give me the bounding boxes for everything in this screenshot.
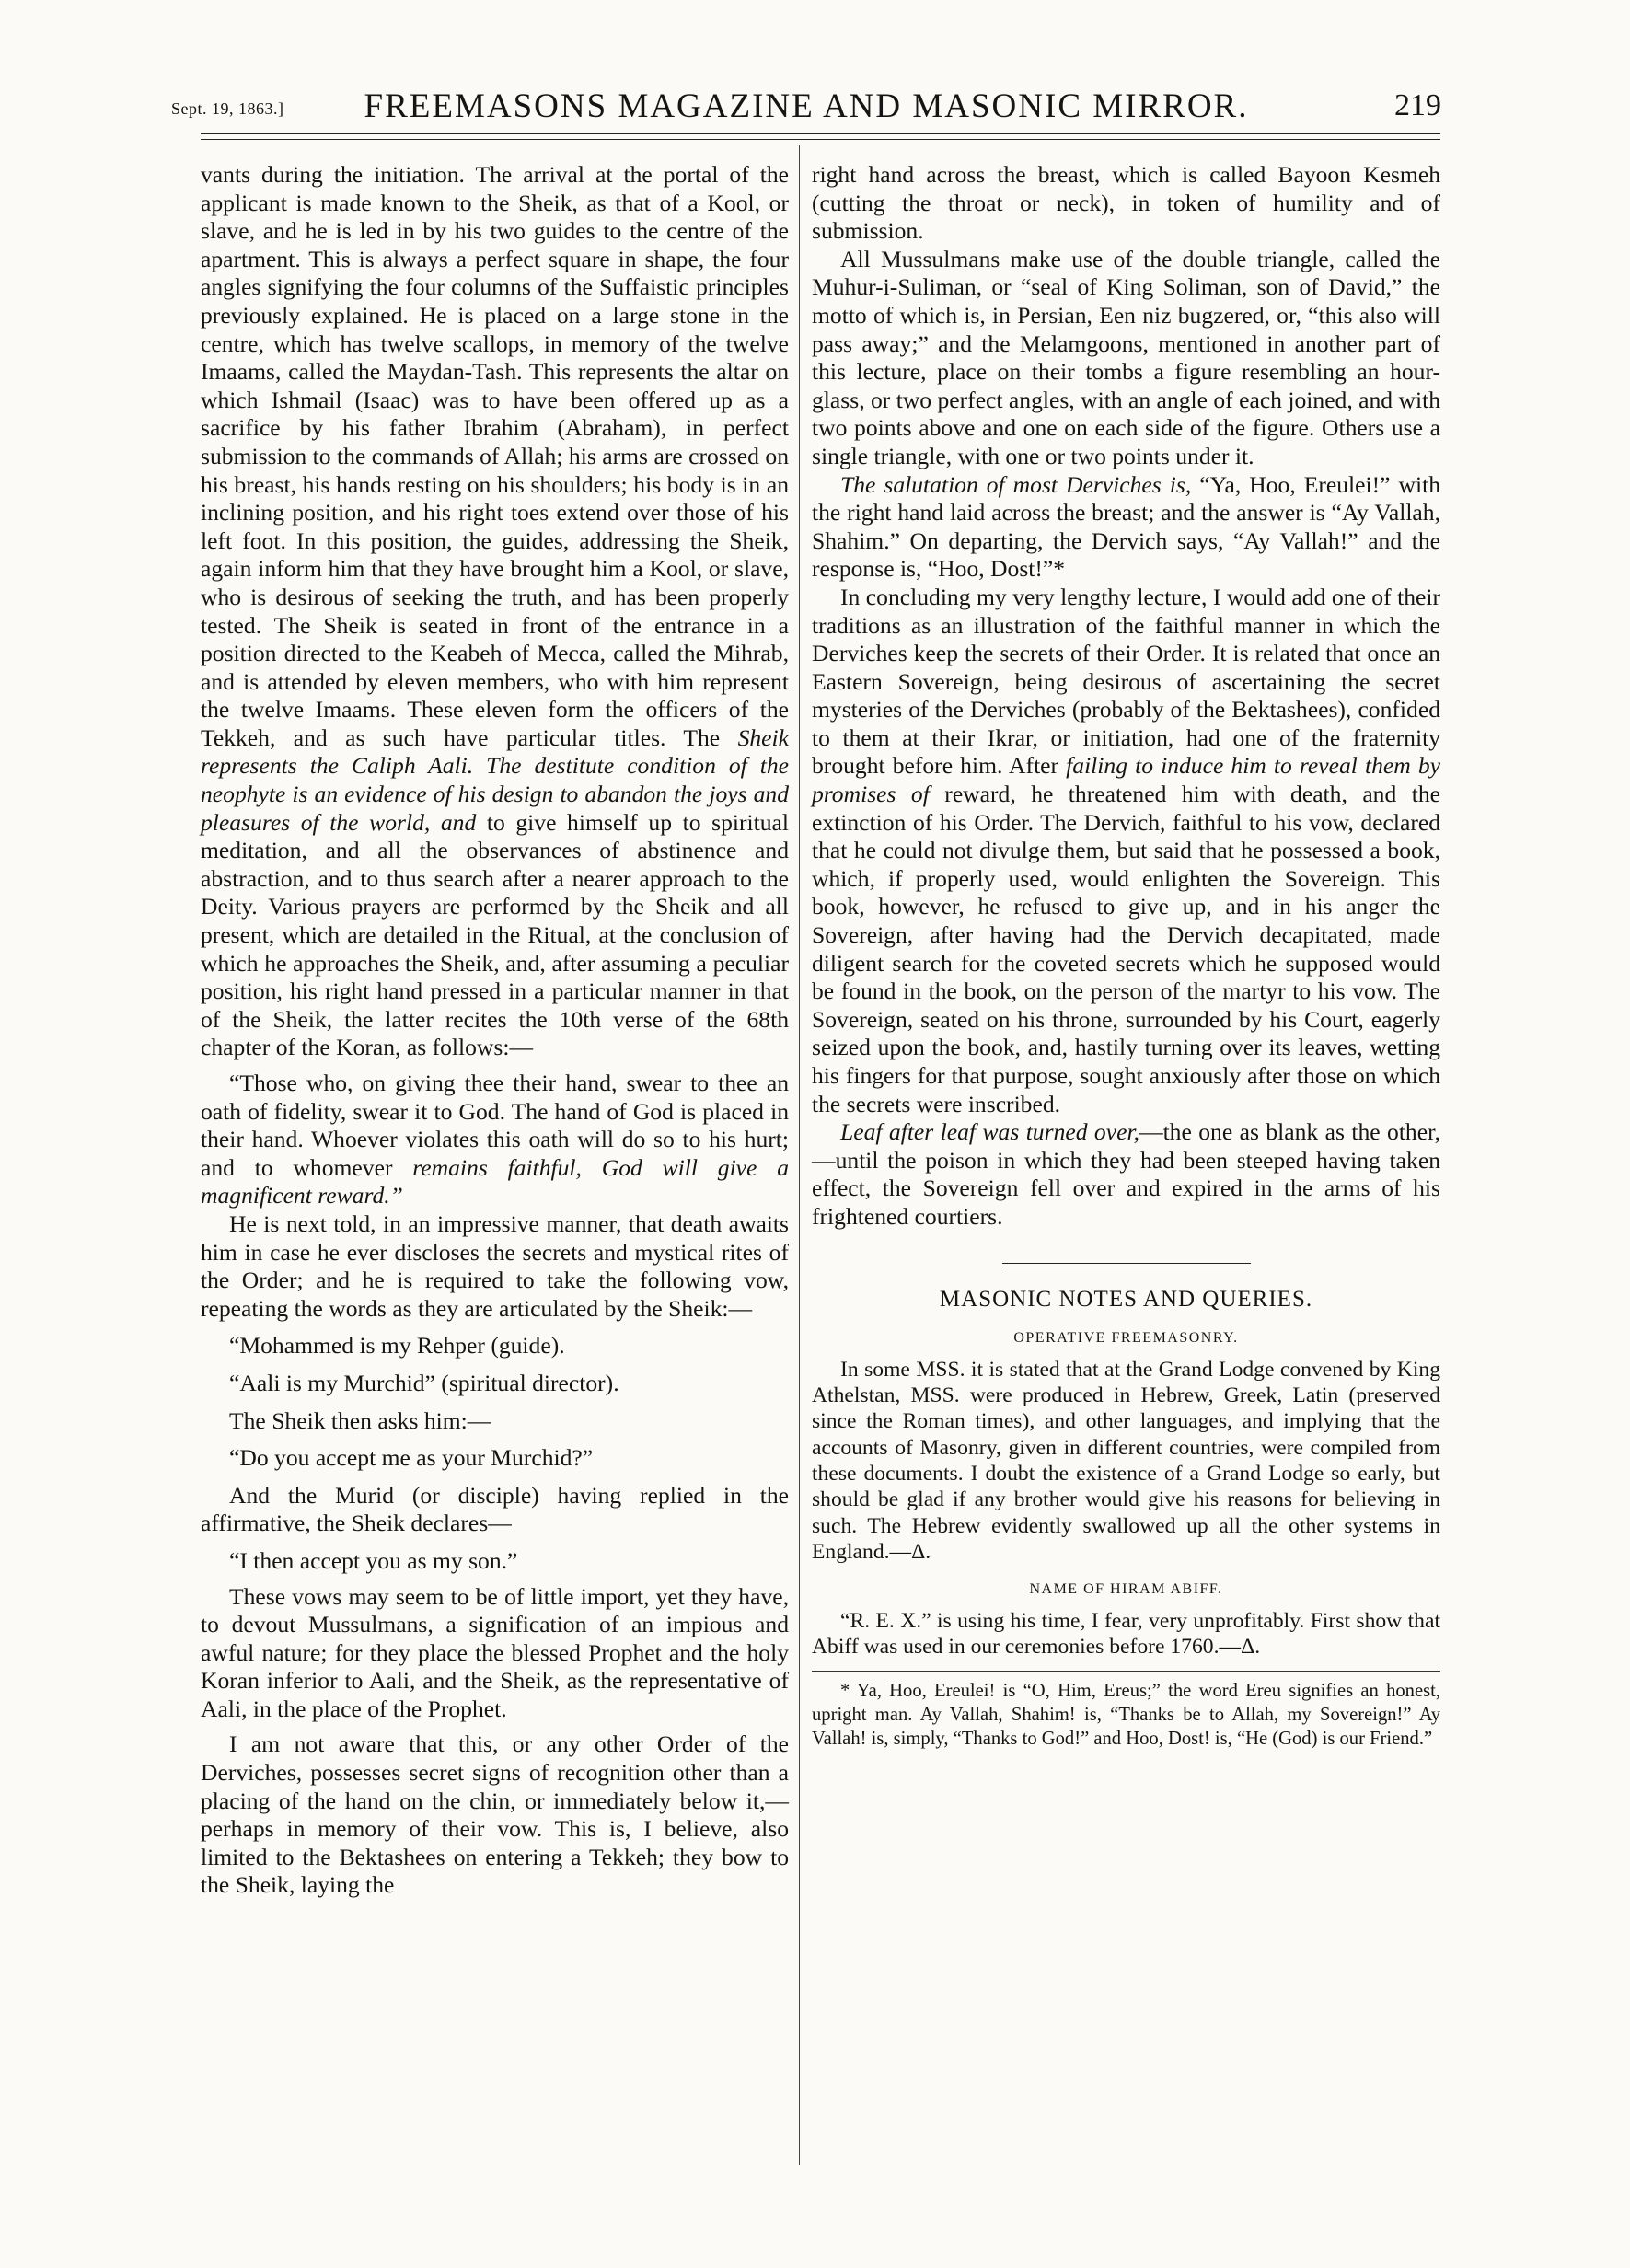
issue-date: Sept. 19, 1863.]: [171, 99, 284, 118]
paragraph: He is next told, in an impressive manner, that death awaits him in case he ever discloses the secrets and mystical rites of the Order; and he is required to take the following vow, repeating the words as they are articulated by the Sheik:—: [201, 1209, 789, 1322]
header-rule: [201, 133, 1440, 134]
page-number: 219: [1394, 88, 1441, 122]
vow-line: “I then accept you as my son.”: [229, 1546, 518, 1574]
column-divider: [799, 145, 800, 2165]
koran-quote: “Those who, on giving thee their hand, swear to thee an oath of fidelity, swear it to God. The hand of God is placed in their hand. Whoever violates this oath will do so to his hurt; and to whomever remains faithful, God will give a magnificent reward.”: [201, 1070, 789, 1209]
paragraph: The salutation of most Derviches is, “Ya, Hoo, Ereulei!” with the right hand laid across the breast; and the answer is “Ay Vallah, Shahim.” On departing, the Dervich says, “Ay Vallah!” and the response is, “Hoo, Dost!”*: [812, 470, 1440, 583]
footnote: * Ya, Hoo, Ereulei! is “O, Him, Ereus;” the word Ereu signifies an honest, upright man. Ay Vallah, Shahim! is, “Thanks be to Allah, my Sovereign!” Ay Vallah! is, simply, “Thanks to God!” and Hoo, Dost! is, “He (God) is our Friend.”: [812, 1681, 1440, 1750]
vow-line: “Mohammed is my Rehper (guide).: [229, 1332, 565, 1360]
header-rule-thin: [201, 139, 1440, 140]
query: “R. E. X.” is using his time, I fear, very unprofitably. First show that Abiff was used in our ceremonies before 1760.—Δ.: [812, 1608, 1440, 1660]
right-column: [812, 161, 1440, 1751]
paragraph: right hand across the breast, which is called Bayoon Kesmeh (cutting the throat or neck), in token of humility and of submission.: [812, 161, 1440, 245]
page-header: [171, 72, 1441, 127]
sub-title: OPERATIVE FREEMASONRY.: [1013, 1330, 1239, 1347]
masthead-title: FREEMASONS MAGAZINE AND MASONIC MIRROR.: [364, 87, 1249, 125]
paragraph: Leaf after leaf was turned over,—the one as blank as the other,—until the poison in which they had been steeped having taken effect, the Sovereign fell over and expired in the arms of his frightened courtiers.: [812, 1118, 1440, 1230]
paragraph: In concluding my very lengthy lecture, I would add one of their traditions as an illustration of the faithful manner in which the Derviches keep the secrets of their Order. It is related that once an Eastern Sovereign, being desirous of ascertaining the secret mysteries of the Derviches (probably of the Bektashees), confided to them at their Ikrar, or initiation, had one of the fraternity brought before him. After failing to induce him to reveal them by promises of reward, he threatened him with death, and the extinction of his Order. The Dervich, faithful to his vow, declared that he could not divulge them, but said that he possessed a book, which, if properly used, would enlighten the Sovereign. This book, however, he refused to give up, and in his anger the Sovereign, after having had the Dervich decapitated, made diligent search for the coveted secrets which he supposed would be found in the book, on the person of the martyr to his vow. The Sovereign, seated on his throne, surrounded by his Court, eagerly seized upon the book, and, hastily turning over its leaves, wetting his fingers for that purpose, sought anxiously after those on which the secrets were inscribed.: [812, 583, 1440, 1117]
paragraph: I am not aware that this, or any other Order of the Derviches, possesses secret signs of recognition other than a placing of the hand on the chin, or immediately below it,—perhaps in memory of their vow. This is, I believe, also limited to the Bektashees on entering a Tekkeh; they bow to the Sheik, laying the: [201, 1730, 789, 1899]
paragraph: These vows may seem to be of little import, yet they have, to devout Mussulmans, a signification of an impious and awful nature; for they place the blessed Prophet and the holy Koran inferior to Aali, and the Sheik, as the representative of Aali, in the place of the Prophet.: [201, 1582, 789, 1722]
left-column: [201, 161, 789, 1900]
query: In some MSS. it is stated that at the Grand Lodge convened by King Athelstan, MSS. were produced in Hebrew, Greek, Latin (preserved since the Roman times), and other languages, and implying that the accounts of Masonry, given in different countries, were compiled from these documents. I doubt the existence of a Grand Lodge so early, but should be glad if any brother would give his reasons for believing in such. The Hebrew evidently swallowed up all the other systems in England.—Δ.: [812, 1357, 1440, 1564]
footnote-rule: [812, 1671, 1440, 1672]
paragraph: vants during the initiation. The arrival at the portal of the applicant is made known to the Sheik, as that of a Kool, or slave, and he is led in by his two guides to the centre of the apartment. This is always a perfect square in shape, the four angles signifying the four columns of the Suffaistic principles previously explained. He is placed on a large stone in the centre, which has twelve scallops, in memory of the twelve Imaams, called the Maydan-Tash. This represents the altar on which Ishmail (Isaac) was to have been offered up as a sacrifice by his father Ibrahim (Abraham), in perfect submission to the commands of Allah; his arms are crossed on his breast, his hands resting on his shoulders; his body is in an inclining position, and his right toes extend over those of his left foot. In this position, the guides, addressing the Sheik, again inform him that they have brought him a Kool, or slave, who is desirous of seeking the truth, and has been properly tested. The Sheik is seated in front of the entrance in a position directed to the Keabeh of Mecca, called the Mihrab, and is attended by eleven members, who with him represent the twelve Imaams. These eleven form the officers of the Tekkeh, and as such have particular titles. The Sheik represents the Caliph Aali. The destitute condition of the neophyte is an evidence of his design to abandon the joys and pleasures of the world, and to give himself up to spiritual meditation, and all the observances of abstinence and abstraction, and to thus search after a nearer approach to the Deity. Various prayers are performed by the Sheik and all present, which are detailed in the Ritual, at the conclusion of which he approaches the Sheik, and, after assuming a peculiar position, his right hand pressed in a particular manner in that of the Sheik, the latter recites the 10th verse of the 68th chapter of the Koran, as follows:—: [201, 161, 790, 1061]
paragraph: And the Murid (or disciple) having replied in the affirmative, the Sheik declares—: [201, 1481, 789, 1537]
vow-line: “Aali is my Murchid” (spiritual director).: [229, 1369, 619, 1396]
paragraph: The Sheik then asks him:—: [229, 1406, 491, 1434]
paragraph: All Mussulmans make use of the double triangle, called the Muhur-i-Suliman, or “seal of King Soliman, son of David,” the motto of which is, in Persian, Een niz bugzered, or, “this also will pass away;” and the Melamgoons, mentioned in another part of this lecture, place on their tombs a figure resembling an hour-glass, or two perfect angles, with an angle of each joined, and with two points above and one on each side of the figure. Others use a single triangle, with one or two points under it.: [812, 245, 1440, 469]
section-title: MASONIC NOTES AND QUERIES.: [939, 1286, 1313, 1312]
sub-title: NAME OF HIRAM ABIFF.: [1029, 1581, 1223, 1598]
vow-line: “Do you accept me as your Murchid?”: [229, 1444, 594, 1472]
section-separator: [1002, 1263, 1251, 1267]
